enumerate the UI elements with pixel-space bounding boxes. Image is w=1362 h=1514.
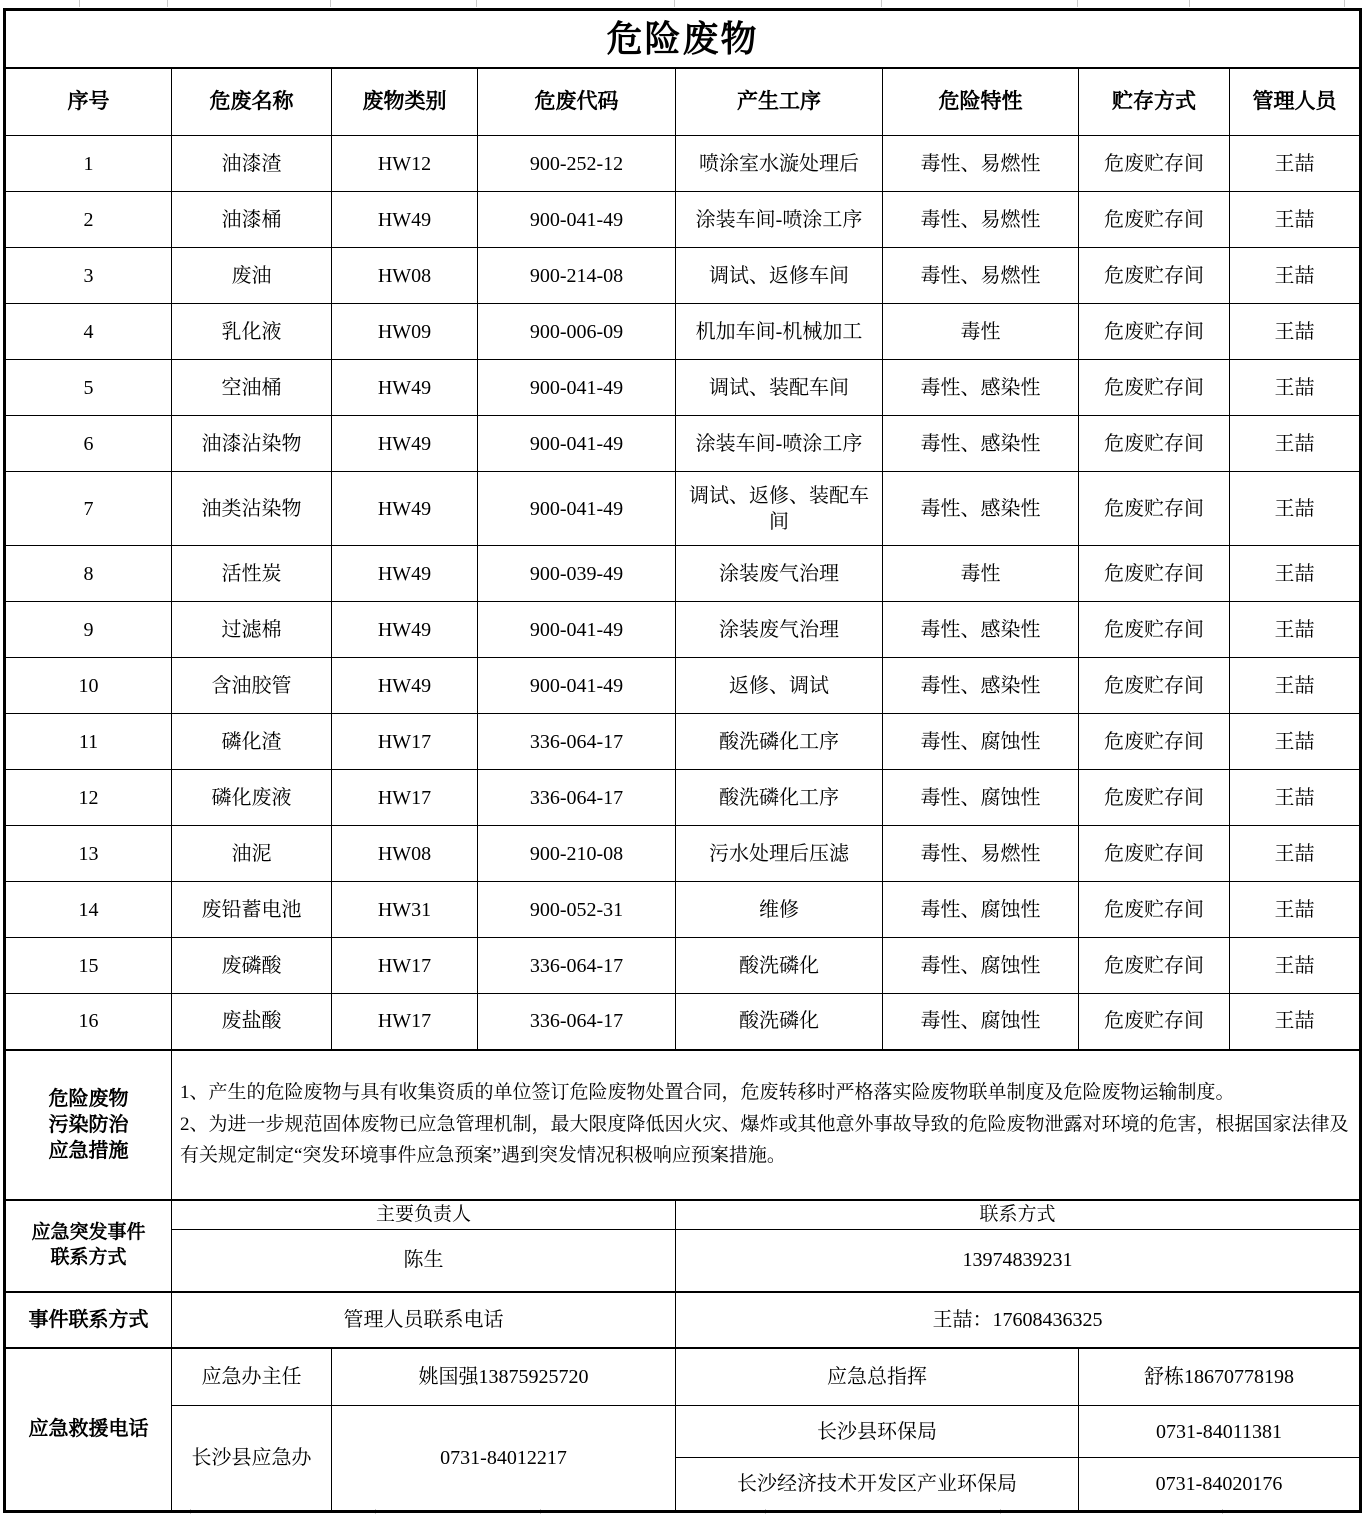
table-row — [5, 416, 1361, 472]
table-cell: 毒性、腐蚀性 — [883, 938, 1079, 994]
table-cell: HW49 — [332, 360, 478, 416]
table-cell: 15 — [5, 938, 172, 994]
table-cell: 3 — [5, 248, 172, 304]
rescue-label: 应急救援电话 — [5, 1348, 172, 1512]
table-cell: 王喆 — [1230, 658, 1361, 714]
table-cell: 毒性、易燃性 — [883, 826, 1079, 882]
table-cell: 毒性、腐蚀性 — [883, 714, 1079, 770]
column-header-hazard: 危险特性 — [883, 68, 1079, 136]
table-cell: 6 — [5, 416, 172, 472]
table-cell: 13 — [5, 826, 172, 882]
table-cell: 危废贮存间 — [1079, 546, 1230, 602]
rescue-office-director-phone: 姚国强13875925720 — [332, 1348, 676, 1406]
table-cell: 毒性、腐蚀性 — [883, 770, 1079, 826]
table-cell: 毒性、易燃性 — [883, 248, 1079, 304]
table-cell: 污水处理后压滤 — [676, 826, 883, 882]
table-cell: 王喆 — [1230, 360, 1361, 416]
table-row — [5, 826, 1361, 882]
table-cell: 危废贮存间 — [1079, 248, 1230, 304]
table-cell: 336-064-17 — [478, 994, 676, 1050]
table-cell: 危废贮存间 — [1079, 826, 1230, 882]
emergency-contact-value-row — [5, 1230, 1361, 1292]
table-cell: 毒性、腐蚀性 — [883, 994, 1079, 1050]
rescue-row-2 — [5, 1406, 1361, 1458]
table-cell: 危废贮存间 — [1079, 472, 1230, 546]
table-cell: 王喆 — [1230, 546, 1361, 602]
table-cell: HW17 — [332, 770, 478, 826]
table-row — [5, 472, 1361, 546]
title-row — [5, 10, 1361, 69]
table-cell: 900-041-49 — [478, 602, 676, 658]
page-title: 危险废物 — [5, 10, 1361, 69]
rescue-chief-commander: 应急总指挥 — [676, 1348, 1079, 1406]
contact-method-header: 联系方式 — [676, 1200, 1361, 1230]
gridline-tick — [330, 0, 331, 7]
column-header-seq: 序号 — [5, 68, 172, 136]
table-row — [5, 602, 1361, 658]
table-cell: 900-041-49 — [478, 472, 676, 546]
table-cell: 900-210-08 — [478, 826, 676, 882]
column-header-category: 废物类别 — [332, 68, 478, 136]
table-row — [5, 938, 1361, 994]
gridline-tick — [674, 0, 675, 7]
table-cell: HW49 — [332, 546, 478, 602]
measures-label-line: 污染防治 — [48, 1113, 129, 1136]
county-epa-name: 长沙县环保局 — [676, 1406, 1079, 1458]
column-header-manager: 管理人员 — [1230, 68, 1361, 136]
table-cell: 900-041-49 — [478, 360, 676, 416]
table-cell: 毒性、感染性 — [883, 472, 1079, 546]
gridline-tick — [1077, 0, 1078, 7]
table-cell: 毒性、感染性 — [883, 360, 1079, 416]
table-cell: 酸洗磷化工序 — [676, 770, 883, 826]
table-cell: 油泥 — [172, 826, 332, 882]
table-cell: 废油 — [172, 248, 332, 304]
table-cell: 毒性 — [883, 546, 1079, 602]
table-row — [5, 546, 1361, 602]
column-header-code: 危废代码 — [478, 68, 676, 136]
table-cell: 7 — [5, 472, 172, 546]
table-cell: 调试、装配车间 — [676, 360, 883, 416]
table-cell: 涂装车间-喷涂工序 — [676, 192, 883, 248]
dev-zone-epa-name: 长沙经济技术开发区产业环保局 — [676, 1458, 1079, 1512]
table-cell: 废盐酸 — [172, 994, 332, 1050]
gridline-tick — [1189, 0, 1190, 7]
table-cell: 调试、返修、装配车间 — [676, 472, 883, 546]
measures-text — [172, 1050, 1361, 1200]
table-cell: HW49 — [332, 658, 478, 714]
table-row — [5, 994, 1361, 1050]
table-cell: HW08 — [332, 248, 478, 304]
table-row — [5, 304, 1361, 360]
measures-label-line: 应急措施 — [48, 1139, 129, 1162]
table-cell: 9 — [5, 602, 172, 658]
table-cell: HW09 — [332, 304, 478, 360]
table-cell: 危废贮存间 — [1079, 994, 1230, 1050]
table-cell: 危废贮存间 — [1079, 714, 1230, 770]
rescue-office-director: 应急办主任 — [172, 1348, 332, 1406]
table-cell: 1 — [5, 136, 172, 192]
table-cell: HW49 — [332, 472, 478, 546]
table-cell: 调试、返修车间 — [676, 248, 883, 304]
table-cell: 酸洗磷化 — [676, 994, 883, 1050]
county-emergency-office: 长沙县应急办 — [172, 1406, 332, 1512]
table-cell: 毒性、易燃性 — [883, 192, 1079, 248]
table-cell: 危废贮存间 — [1079, 938, 1230, 994]
table-cell: HW17 — [332, 714, 478, 770]
county-emergency-office-phone: 0731-84012217 — [332, 1406, 676, 1512]
table-cell: 12 — [5, 770, 172, 826]
county-epa-phone: 0731-84011381 — [1079, 1406, 1361, 1458]
table-cell: 王喆 — [1230, 826, 1361, 882]
gridline-tick — [1344, 0, 1345, 7]
table-row — [5, 882, 1361, 938]
table-cell: 336-064-17 — [478, 714, 676, 770]
hazardous-waste-table — [3, 8, 1362, 1513]
table-cell: 王喆 — [1230, 136, 1361, 192]
table-cell: 危废贮存间 — [1079, 192, 1230, 248]
table-cell: 王喆 — [1230, 770, 1361, 826]
emergency-contact-header-row — [5, 1200, 1361, 1230]
table-cell: HW49 — [332, 602, 478, 658]
table-cell: HW49 — [332, 192, 478, 248]
table-cell: 危废贮存间 — [1079, 136, 1230, 192]
table-cell: HW17 — [332, 994, 478, 1050]
table-cell: 酸洗磷化工序 — [676, 714, 883, 770]
table-cell: 王喆 — [1230, 602, 1361, 658]
table-cell: 336-064-17 — [478, 938, 676, 994]
table-cell: 油类沾染物 — [172, 472, 332, 546]
responsible-person-phone: 13974839231 — [676, 1230, 1361, 1292]
table-cell: 王喆 — [1230, 304, 1361, 360]
responsible-person-header: 主要负责人 — [172, 1200, 676, 1230]
table-cell: 900-006-09 — [478, 304, 676, 360]
table-cell: 危废贮存间 — [1079, 304, 1230, 360]
table-row — [5, 360, 1361, 416]
table-cell: 毒性、感染性 — [883, 416, 1079, 472]
table-cell: 涂装废气治理 — [676, 602, 883, 658]
column-header-row — [5, 68, 1361, 136]
incident-contact-label: 事件联系方式 — [5, 1292, 172, 1348]
table-cell: 危废贮存间 — [1079, 360, 1230, 416]
table-cell: 王喆 — [1230, 714, 1361, 770]
measures-label — [5, 1050, 172, 1200]
table-cell: 8 — [5, 546, 172, 602]
responsible-person-name: 陈生 — [172, 1230, 676, 1292]
table-cell: HW49 — [332, 416, 478, 472]
manager-phone-caption: 管理人员联系电话 — [172, 1292, 676, 1348]
table-cell: 活性炭 — [172, 546, 332, 602]
table-row — [5, 714, 1361, 770]
table-cell: 336-064-17 — [478, 770, 676, 826]
table-cell: 喷涂室水漩处理后 — [676, 136, 883, 192]
table-cell: 磷化废液 — [172, 770, 332, 826]
rescue-row-1 — [5, 1348, 1361, 1406]
table-cell: 涂装车间-喷涂工序 — [676, 416, 883, 472]
manager-phone-value: 王喆：17608436325 — [676, 1292, 1361, 1348]
table-cell: 危废贮存间 — [1079, 882, 1230, 938]
table-cell: 900-052-31 — [478, 882, 676, 938]
table-cell: 900-041-49 — [478, 658, 676, 714]
table-row — [5, 770, 1361, 826]
table-cell: 王喆 — [1230, 192, 1361, 248]
table-cell: 16 — [5, 994, 172, 1050]
table-cell: 酸洗磷化 — [676, 938, 883, 994]
table-cell: 油漆桶 — [172, 192, 332, 248]
emergency-contact-label — [5, 1200, 172, 1292]
table-cell: 油漆沾染物 — [172, 416, 332, 472]
table-cell: 900-041-49 — [478, 192, 676, 248]
table-cell: 毒性、腐蚀性 — [883, 882, 1079, 938]
table-cell: 王喆 — [1230, 248, 1361, 304]
gridline-tick — [167, 0, 168, 7]
table-cell: 王喆 — [1230, 882, 1361, 938]
measures-label-line: 危险废物 — [48, 1087, 129, 1110]
waste-rows — [5, 136, 1361, 1050]
table-cell: 王喆 — [1230, 472, 1361, 546]
table-cell: 废铅蓄电池 — [172, 882, 332, 938]
table-cell: HW08 — [332, 826, 478, 882]
table-cell: 王喆 — [1230, 416, 1361, 472]
table-cell: 危废贮存间 — [1079, 658, 1230, 714]
table-cell: 返修、调试 — [676, 658, 883, 714]
gridline-tick — [476, 0, 477, 7]
table-cell: 毒性 — [883, 304, 1079, 360]
table-cell: 机加车间-机械加工 — [676, 304, 883, 360]
table-cell: 过滤棉 — [172, 602, 332, 658]
column-header-process: 产生工序 — [676, 68, 883, 136]
table-cell: 毒性、感染性 — [883, 602, 1079, 658]
table-row — [5, 248, 1361, 304]
table-cell: 5 — [5, 360, 172, 416]
table-cell: 毒性、易燃性 — [883, 136, 1079, 192]
table-cell: 涂装废气治理 — [676, 546, 883, 602]
table-cell: 900-214-08 — [478, 248, 676, 304]
measures-item-1: 1、产生的危险废物与具有收集资质的单位签订危险废物处置合同，危废转移时严格落实险废物联单制度及危险废物运输制度。 — [180, 1082, 1235, 1104]
gridline-tick — [79, 0, 80, 7]
table-cell: 4 — [5, 304, 172, 360]
table-cell: 磷化渣 — [172, 714, 332, 770]
dev-zone-epa-phone: 0731-84020176 — [1079, 1458, 1361, 1512]
table-cell: 10 — [5, 658, 172, 714]
table-cell: HW17 — [332, 938, 478, 994]
table-cell: 王喆 — [1230, 938, 1361, 994]
table-cell: 14 — [5, 882, 172, 938]
column-header-name: 危废名称 — [172, 68, 332, 136]
table-cell: 乳化液 — [172, 304, 332, 360]
table-cell: 维修 — [676, 882, 883, 938]
table-row — [5, 192, 1361, 248]
rescue-chief-commander-phone: 舒栋18670778198 — [1079, 1348, 1361, 1406]
column-header-storage: 贮存方式 — [1079, 68, 1230, 136]
measures-item-2: 2、为进一步规范固体废物已应急管理机制，最大限度降低因火灾、爆炸或其他意外事故导致的危险废物泄露对环境的危害，根据国家法律及有关规定制定“突发环境事件应急预案”遇到突发情况积极响应预案措施。 — [180, 1113, 1349, 1167]
table-row — [5, 136, 1361, 192]
table-cell: 毒性、感染性 — [883, 658, 1079, 714]
table-cell: HW31 — [332, 882, 478, 938]
emergency-contact-label-line: 联系方式 — [50, 1246, 127, 1268]
table-cell: 油漆渣 — [172, 136, 332, 192]
measures-row — [5, 1050, 1361, 1200]
table-cell: 废磷酸 — [172, 938, 332, 994]
table-cell: 900-039-49 — [478, 546, 676, 602]
table-cell: 危废贮存间 — [1079, 770, 1230, 826]
table-cell: 王喆 — [1230, 994, 1361, 1050]
table-cell: 危废贮存间 — [1079, 602, 1230, 658]
table-row — [5, 658, 1361, 714]
incident-contact-row — [5, 1292, 1361, 1348]
table-cell: HW12 — [332, 136, 478, 192]
table-cell: 900-252-12 — [478, 136, 676, 192]
gridline-tick — [881, 0, 882, 7]
table-cell: 900-041-49 — [478, 416, 676, 472]
table-cell: 11 — [5, 714, 172, 770]
table-cell: 含油胶管 — [172, 658, 332, 714]
table-cell: 2 — [5, 192, 172, 248]
table-cell: 空油桶 — [172, 360, 332, 416]
emergency-contact-label-line: 应急突发事件 — [31, 1221, 146, 1243]
table-cell: 危废贮存间 — [1079, 416, 1230, 472]
